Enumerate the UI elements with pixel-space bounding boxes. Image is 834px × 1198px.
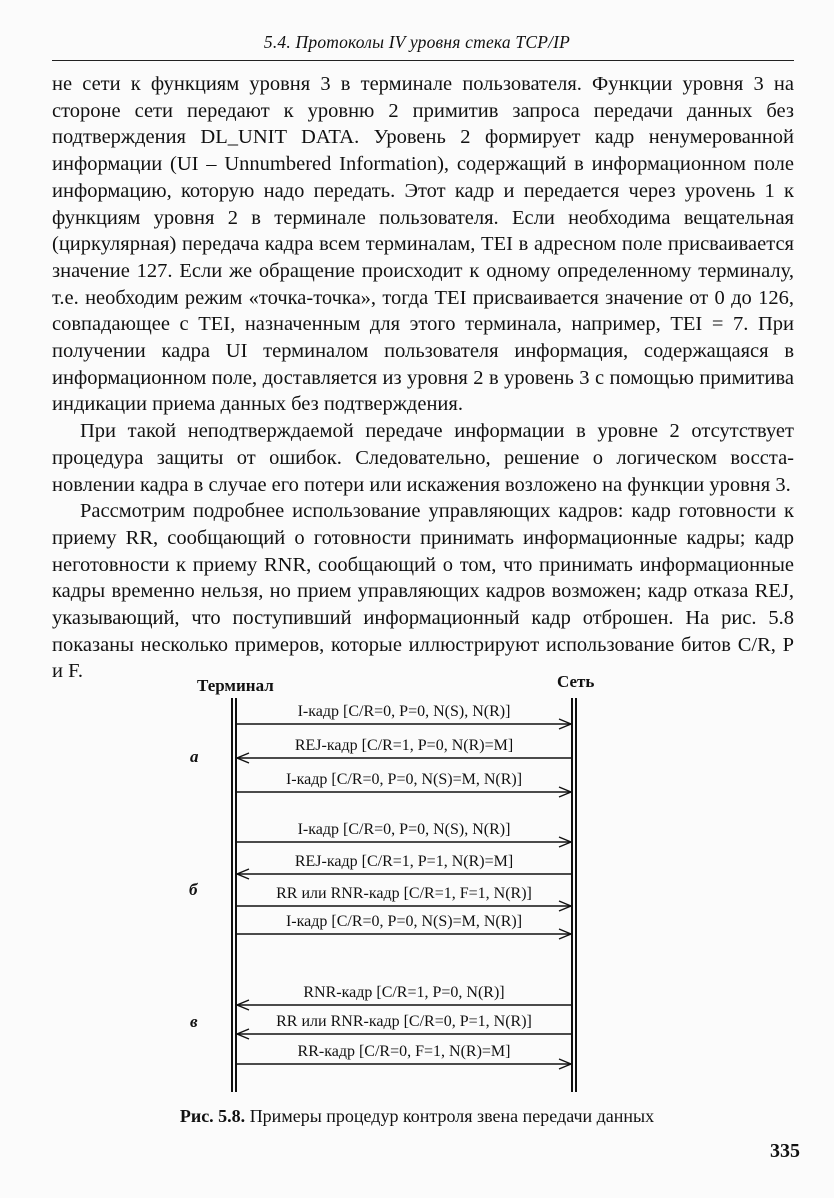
section-mark-b: б bbox=[189, 880, 198, 899]
message-label: I-кадр [C/R=0, P=0, N(S), N(R)] bbox=[297, 703, 511, 720]
paragraph-2: При такой неподтверждаемой передаче информации в уровне 2 отсутствует процедура защиты от ошибок. Следовательно, решение о логическом восстановлении кадра в случае его потери или искажения возложено на функции уровня 3. bbox=[52, 420, 794, 496]
message-label: RR или RNR-кадр [C/R=0, P=1, N(R)] bbox=[276, 1013, 532, 1030]
message-label: RR или RNR-кадр [C/R=1, F=1, N(R)] bbox=[276, 885, 532, 902]
message-label: I-кадр [C/R=0, P=0, N(S), N(R)] bbox=[297, 821, 511, 838]
paragraph-3: Рассмотрим подробнее использование управляющих кадров: кадр готовности к приему RR, сообщающий о готовности принимать информационные кадры; кадр неготовности к приему RNR, сообщающий о том, что принимать информационные кадры временно нельзя, но прием управляющих кадров возможен; кадр отказа REJ, указывающий, что поступивший информационный кадр отброшен. На рис. 5.8 показаны несколько примеров, которые иллюстрируют использование битов C/R, P и F. bbox=[52, 500, 794, 683]
message-label: I-кадр [C/R=0, P=0, N(S)=M, N(R)] bbox=[285, 913, 523, 930]
running-header: 5.4. Протоколы IV уровня стека TCP/IP bbox=[263, 32, 571, 52]
caption-text: Примеры процедур контроля звена передачи данных bbox=[245, 1106, 655, 1126]
paragraph-1: не сети к функциям уровня 3 в терминале пользователя. Функции уровня 3 на стороне сети передают к уровню 2 примитив запроса передачи данных без подтверждения DL_UNIT DATA. Уровень 2 формирует кадр ненумерованной информации (UI – Unnumbered Information), содержащий в информационном поле информацию, которую надо передать. Этот кадр и передается через уроvень 1 к функциям уровня 2 в терминале пользователя. Если необходима вещательная (циркулярная) передача кадра всем терминалам, TEI в адресном поле присваивается значение 127. Если же обращение происходит к одному определенному терминалу, т.е. необходим режим «точка-точка», тогда TEI присваивается значение от 0 до 126, совпадающее с TEI, назначенным для этого терминала, например, TEI = 7. При получении кадра UI терминалом пользователя информация, содержащаяся в информационном поле, доставляется из уровня 2 в уровень 3 с помощью примитива индикации приема данных без подтверждения. bbox=[52, 73, 794, 416]
figure-caption bbox=[0, 1106, 834, 1127]
network-label: Сеть bbox=[557, 672, 595, 691]
message-label: REJ-кадр [C/R=1, P=1, N(R)=M] bbox=[294, 853, 514, 870]
caption-number: Рис. 5.8. bbox=[179, 1106, 246, 1126]
section-mark-v: в bbox=[190, 1012, 198, 1031]
message-label: RR-кадр [C/R=0, F=1, N(R)=M] bbox=[297, 1043, 511, 1060]
message-label: RNR-кадр [C/R=1, P=0, N(R)] bbox=[303, 984, 505, 1001]
page-number: 335 bbox=[770, 1140, 800, 1162]
terminal-label: Терминал bbox=[197, 676, 274, 695]
section-mark-a: а bbox=[190, 747, 199, 766]
message-label: I-кадр [C/R=0, P=0, N(S)=M, N(R)] bbox=[285, 771, 523, 788]
message-label: REJ-кадр [C/R=1, P=0, N(R)=M] bbox=[294, 737, 514, 754]
